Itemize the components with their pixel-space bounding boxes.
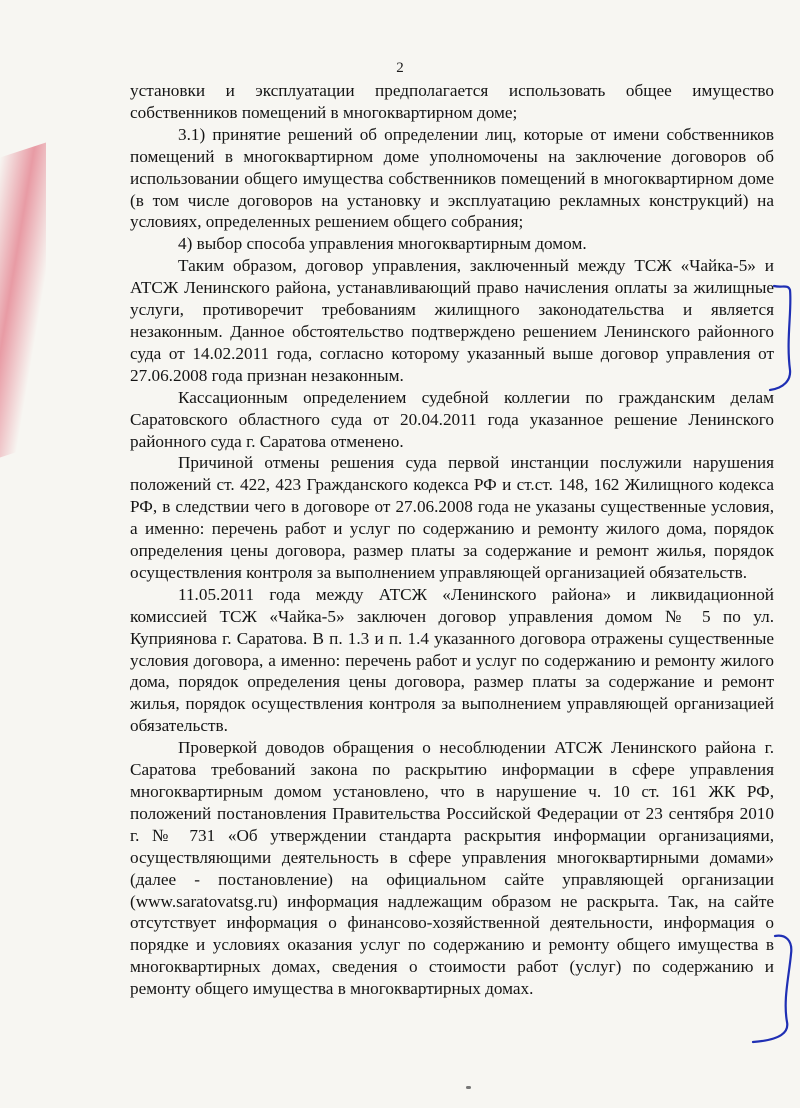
paper-speck bbox=[466, 1086, 471, 1089]
paragraph: 11.05.2011 года между АТСЖ «Ленинского района» и ликвидационной комиссией ТСЖ «Чайка-5» заключен договор управления домом № 5 по ул. Куприянова г. Саратова. В п. 1.3 и п. 1.4 указанного договора отражены существенные условия договора, а именно: перечень работ и услуг по содержанию и ремонту жилого дома, порядок определения цены договора, размер платы за содержание и ремонт жилья, порядок осуществления контроля за выполнением управляющей организацией обязательств. bbox=[130, 584, 774, 736]
document-body bbox=[130, 80, 774, 1000]
paragraph: 3.1) принятие решений об определении лиц, которые от имени собственников помещений в многоквартирном доме уполномочены на заключение договоров об использовании общего имущества собственников помещений в многоквартирном доме (в том числе договоров на установку и эксплуатацию рекламных конструкций) на условиях, определенных решением общего собрания; bbox=[130, 124, 774, 232]
page-number: 2 bbox=[396, 60, 404, 76]
paragraph: Причиной отмены решения суда первой инстанции послужили нарушения положений ст. 422, 423 Гражданского кодекса РФ и ст.ст. 148, 162 Жилищного кодекса РФ, в следствии чего в договоре от 27.06.2008 года не указаны существенные условия, а именно: перечень работ и услуг по содержанию и ремонту жилого дома, порядок определения цены договора, размер платы за содержание и ремонт жилья, порядок осуществления контроля за выполнением управляющей организацией обязательств. bbox=[130, 453, 774, 582]
paragraph: Кассационным определением судебной коллегии по гражданским делам Саратовского областного суда от 20.04.2011 года указанное решение Ленинского районного суда г. Саратова отменено. bbox=[130, 387, 774, 451]
paragraph: установки и эксплуатации предполагается использовать общее имущество собственников помещений в многоквартирном доме; bbox=[130, 81, 774, 122]
paragraph: Проверкой доводов обращения о несоблюдении АТСЖ Ленинского района г. Саратова требований закона по раскрытию информации в сфере управления многоквартирным домом установлено, что в нарушение ч. 10 ст. 161 ЖК РФ, положений постановления Правительства Российской Федерации от 23 сентября 2010 г. № 731 «Об утверждении стандарта раскрытия информации организациями, осуществляющими деятельность в сфере управления многоквартирными домами» (далее - постановление) на официальном сайте управляющей организации (www.saratovatsg.ru) информация надлежащим образом не раскрыта. Так, на сайте отсутствует информация о финансово-хозяйственной деятельности, информация о порядке и условиях оказания услуг по содержанию и ремонту общего имущества в многоквартирных домах, сведения о стоимости работ (услуг) по содержанию и ремонту общего имущества в многоквартирных домах. bbox=[130, 738, 774, 999]
red-edge-mark bbox=[0, 143, 46, 458]
paragraph: 4) выбор способа управления многоквартирным домом. bbox=[178, 234, 587, 254]
paragraph: Таким образом, договор управления, заключенный между ТСЖ «Чайка-5» и АТСЖ Ленинского района, устанавливающий право начисления оплаты за жилищные услуги, противоречит требованиям жилищного законодательства и является незаконным. Данное обстоятельство подтверждено решением Ленинского районного суда от 14.02.2011 года, согласно которому указанный выше договор управления от 27.06.2008 года признан незаконным. bbox=[130, 256, 774, 385]
